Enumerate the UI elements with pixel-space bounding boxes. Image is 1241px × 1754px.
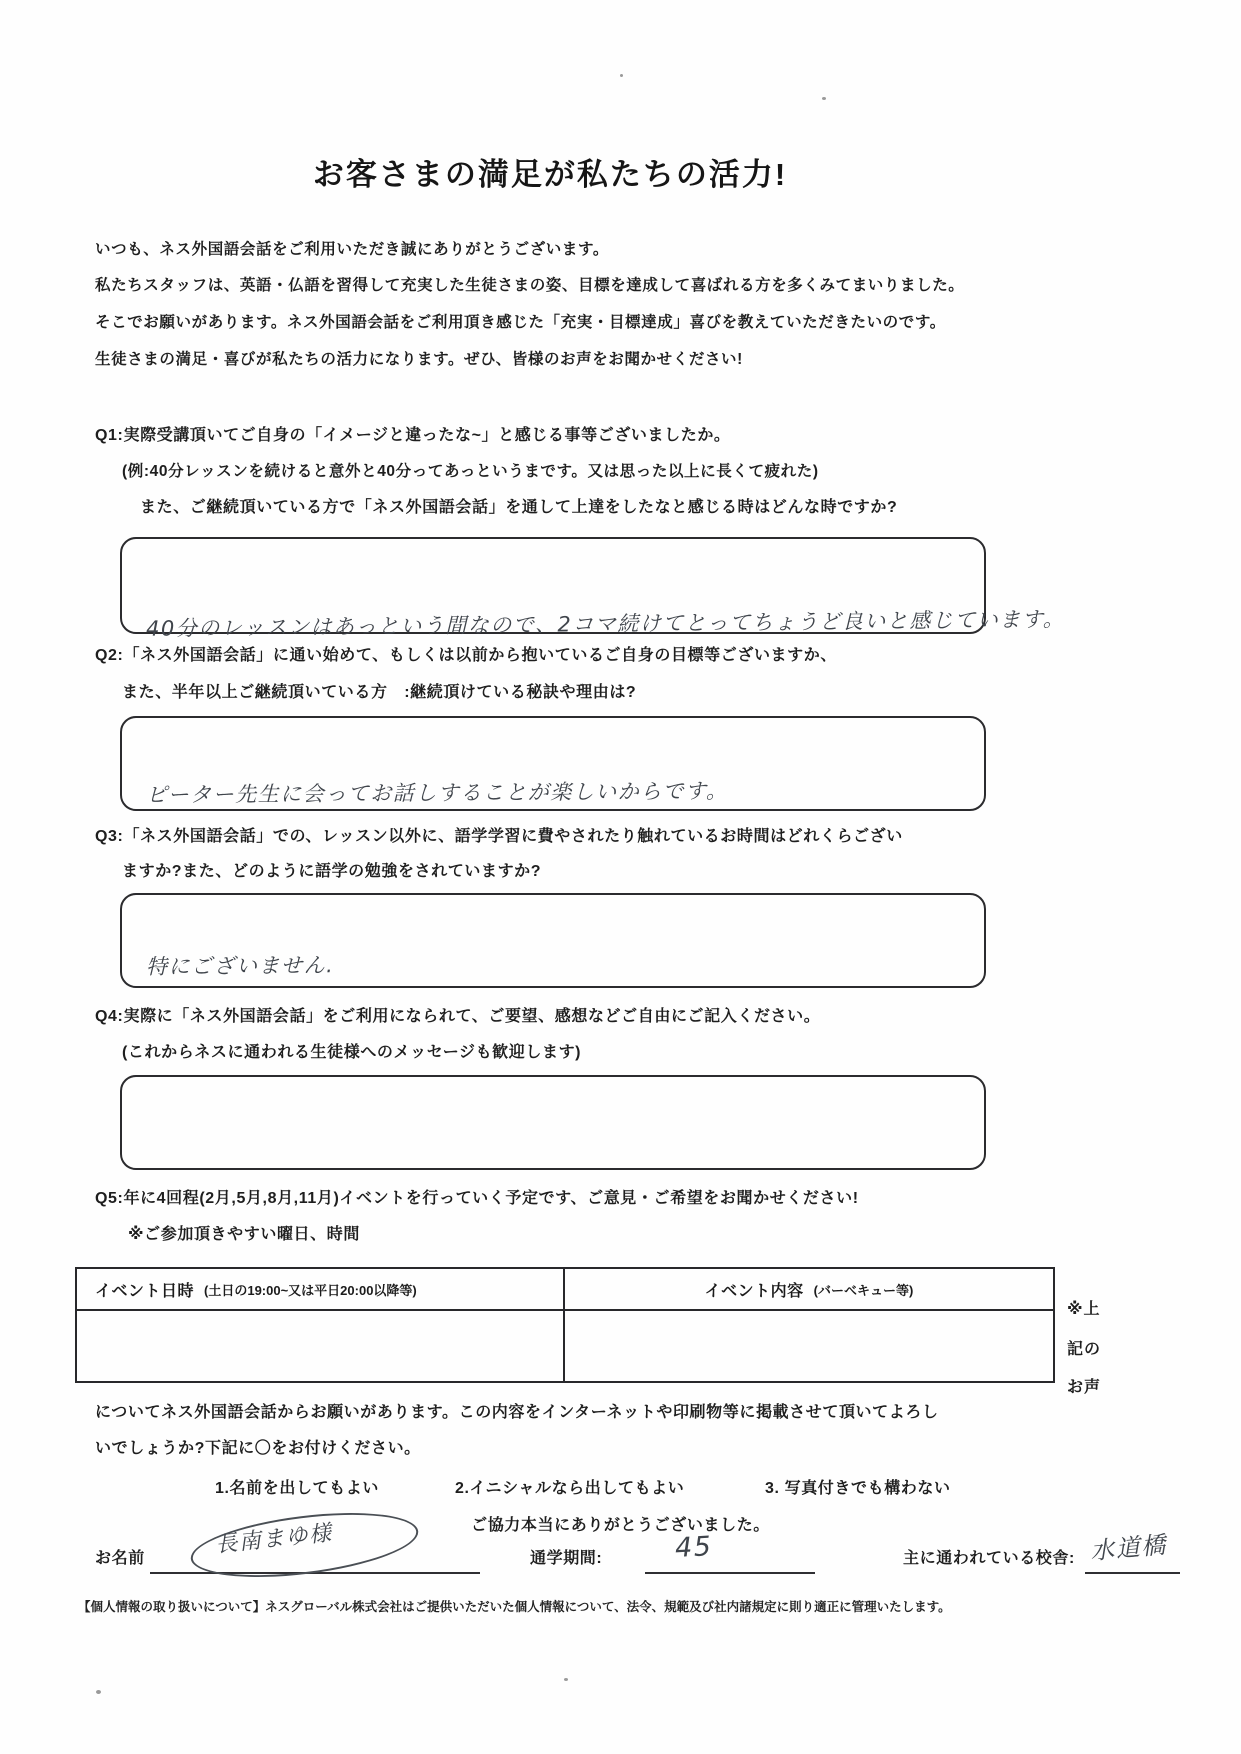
q4-sub: (これからネスに通われる生徒様へのメッセージも歓迎します) [122, 1044, 582, 1061]
side-note-line: お声 [1067, 1379, 1102, 1396]
intro-line: いつも、ネス外国語会話をご利用いただき誠にありがとうございます。 [95, 241, 609, 258]
scan-speck [620, 74, 623, 77]
q3-answer-box [120, 893, 986, 988]
scan-speck [822, 97, 826, 100]
school-handwriting: 水道橋 [1089, 1530, 1168, 1566]
side-note-line: 記の [1067, 1341, 1102, 1358]
q5-sub: ※ご参加頂きやすい曜日、時間 [128, 1226, 360, 1243]
q1-heading: Q1:実際受講頂いてご自身の「イメージと違ったな~」と感じる事等ございましたか。 [95, 427, 731, 444]
thanks-message: ご協力本当にありがとうございました。 [471, 1517, 770, 1534]
intro-line: 生徒さまの満足・喜びが私たちの活力になります。ぜひ、皆様のお声をお聞かせください! [95, 351, 743, 368]
name-field-label: お名前 [95, 1550, 145, 1567]
event-content-header-cell [565, 1269, 1053, 1309]
period-field-underline [645, 1548, 815, 1574]
side-note-line: ※上 [1067, 1301, 1101, 1318]
q5-heading: Q5:年に4回程(2月,5月,8月,11月)イベントを行っていく予定です、ご意見・ご希望をお聞かせください! [95, 1190, 859, 1207]
event-content-entry-cell [565, 1311, 1053, 1381]
q3-heading-line1: Q3:「ネス外国語会話」での、レッスン以外に、語学学習に費やされたり触れているお時間はどれくらござい [95, 828, 903, 845]
q4-heading: Q4:実際に「ネス外国語会話」をご利用になられて、ご要望、感想などご自由にご記入ください。 [95, 1008, 821, 1025]
intro-line: 私たちスタッフは、英語・仏語を習得して充実した生徒さまの姿、目標を達成して喜ばれる方を多くみてまいりました。 [95, 277, 965, 294]
event-datetime-header-cell [77, 1269, 565, 1309]
q2-heading: Q2:「ネス外国語会話」に通い始めて、もしくは以前から抱いているご自身の目標等ございますか、 [95, 647, 837, 664]
q1-answer-box [120, 537, 1066, 641]
q4-answer-box [120, 1075, 986, 1170]
scan-speck [96, 1690, 101, 1694]
q1-sub: また、ご継続頂いている方で「ネス外国語会話」を通して上達をしたなと感じる時はどんな時ですか? [140, 499, 898, 516]
page-title: お客さまの満足が私たちの活力! [312, 156, 788, 192]
event-table-header-row [77, 1269, 1053, 1311]
event-datetime-entry-cell [77, 1311, 565, 1381]
q2-answer-box [120, 716, 986, 811]
consent-option-2: 2.イニシャルなら出してもよい [455, 1480, 685, 1497]
q1-example: (例:40分レッスンを続けると意外と40分ってあっというまです。又は思った以上に長くて疲れた) [122, 463, 819, 480]
q2-answer-handwriting: ピーター先生に会ってお話しすることが楽しいからです。 [145, 778, 729, 808]
period-field-label: 通学期間: [530, 1550, 603, 1567]
consent-option-3: 3. 写真付きでも構わない [765, 1480, 951, 1497]
q3-answer-handwriting: 特にございません. [145, 953, 335, 979]
name-handwriting: 長南まゆ様 [214, 1520, 334, 1559]
event-datetime-note: (土日の19:00~又は平日20:00以降等) [204, 1282, 417, 1298]
event-content-note: (バーベキュー等) [813, 1282, 914, 1298]
q1-answer-handwriting: 40分のレッスンはあっという間なので、2コマ続けてとってちょうど良いと感じています。 [145, 607, 1066, 641]
school-field-label: 主に通われている校舎: [903, 1550, 1075, 1567]
publish-line1: についてネス外国語会話からお願いがあります。この内容をインターネットや印刷物等に掲載させて頂いてよろし [95, 1404, 939, 1421]
event-content-header: イベント内容 [704, 1282, 804, 1300]
event-datetime-header: イベント日時 [95, 1282, 195, 1300]
q2-sub: また、半年以上ご継続頂いている方 :継続頂けている秘訣や理由は? [122, 684, 637, 701]
scan-speck [564, 1678, 568, 1681]
intro-line: そこでお願いがあります。ネス外国語会話をご利用頂き感じた「充実・目標達成」喜びを教えていただきたいのです。 [95, 314, 946, 331]
event-table [75, 1267, 1055, 1383]
period-handwriting: 45 [674, 1531, 714, 1564]
privacy-notice: 【個人情報の取り扱いについて】ネスグローバル株式会社はご提供いただいた個人情報について、法令、規範及び社内諸規定に則り適正に管理いたします。 [78, 1600, 951, 1614]
q3-heading-line2: ますか?また、どのように語学の勉強をされていますか? [122, 863, 542, 880]
consent-option-1: 1.名前を出してもよい [215, 1480, 379, 1497]
event-table-entry-row [77, 1311, 1053, 1381]
publish-line2: いでしょうか?下記に〇をお付けください。 [95, 1440, 421, 1457]
